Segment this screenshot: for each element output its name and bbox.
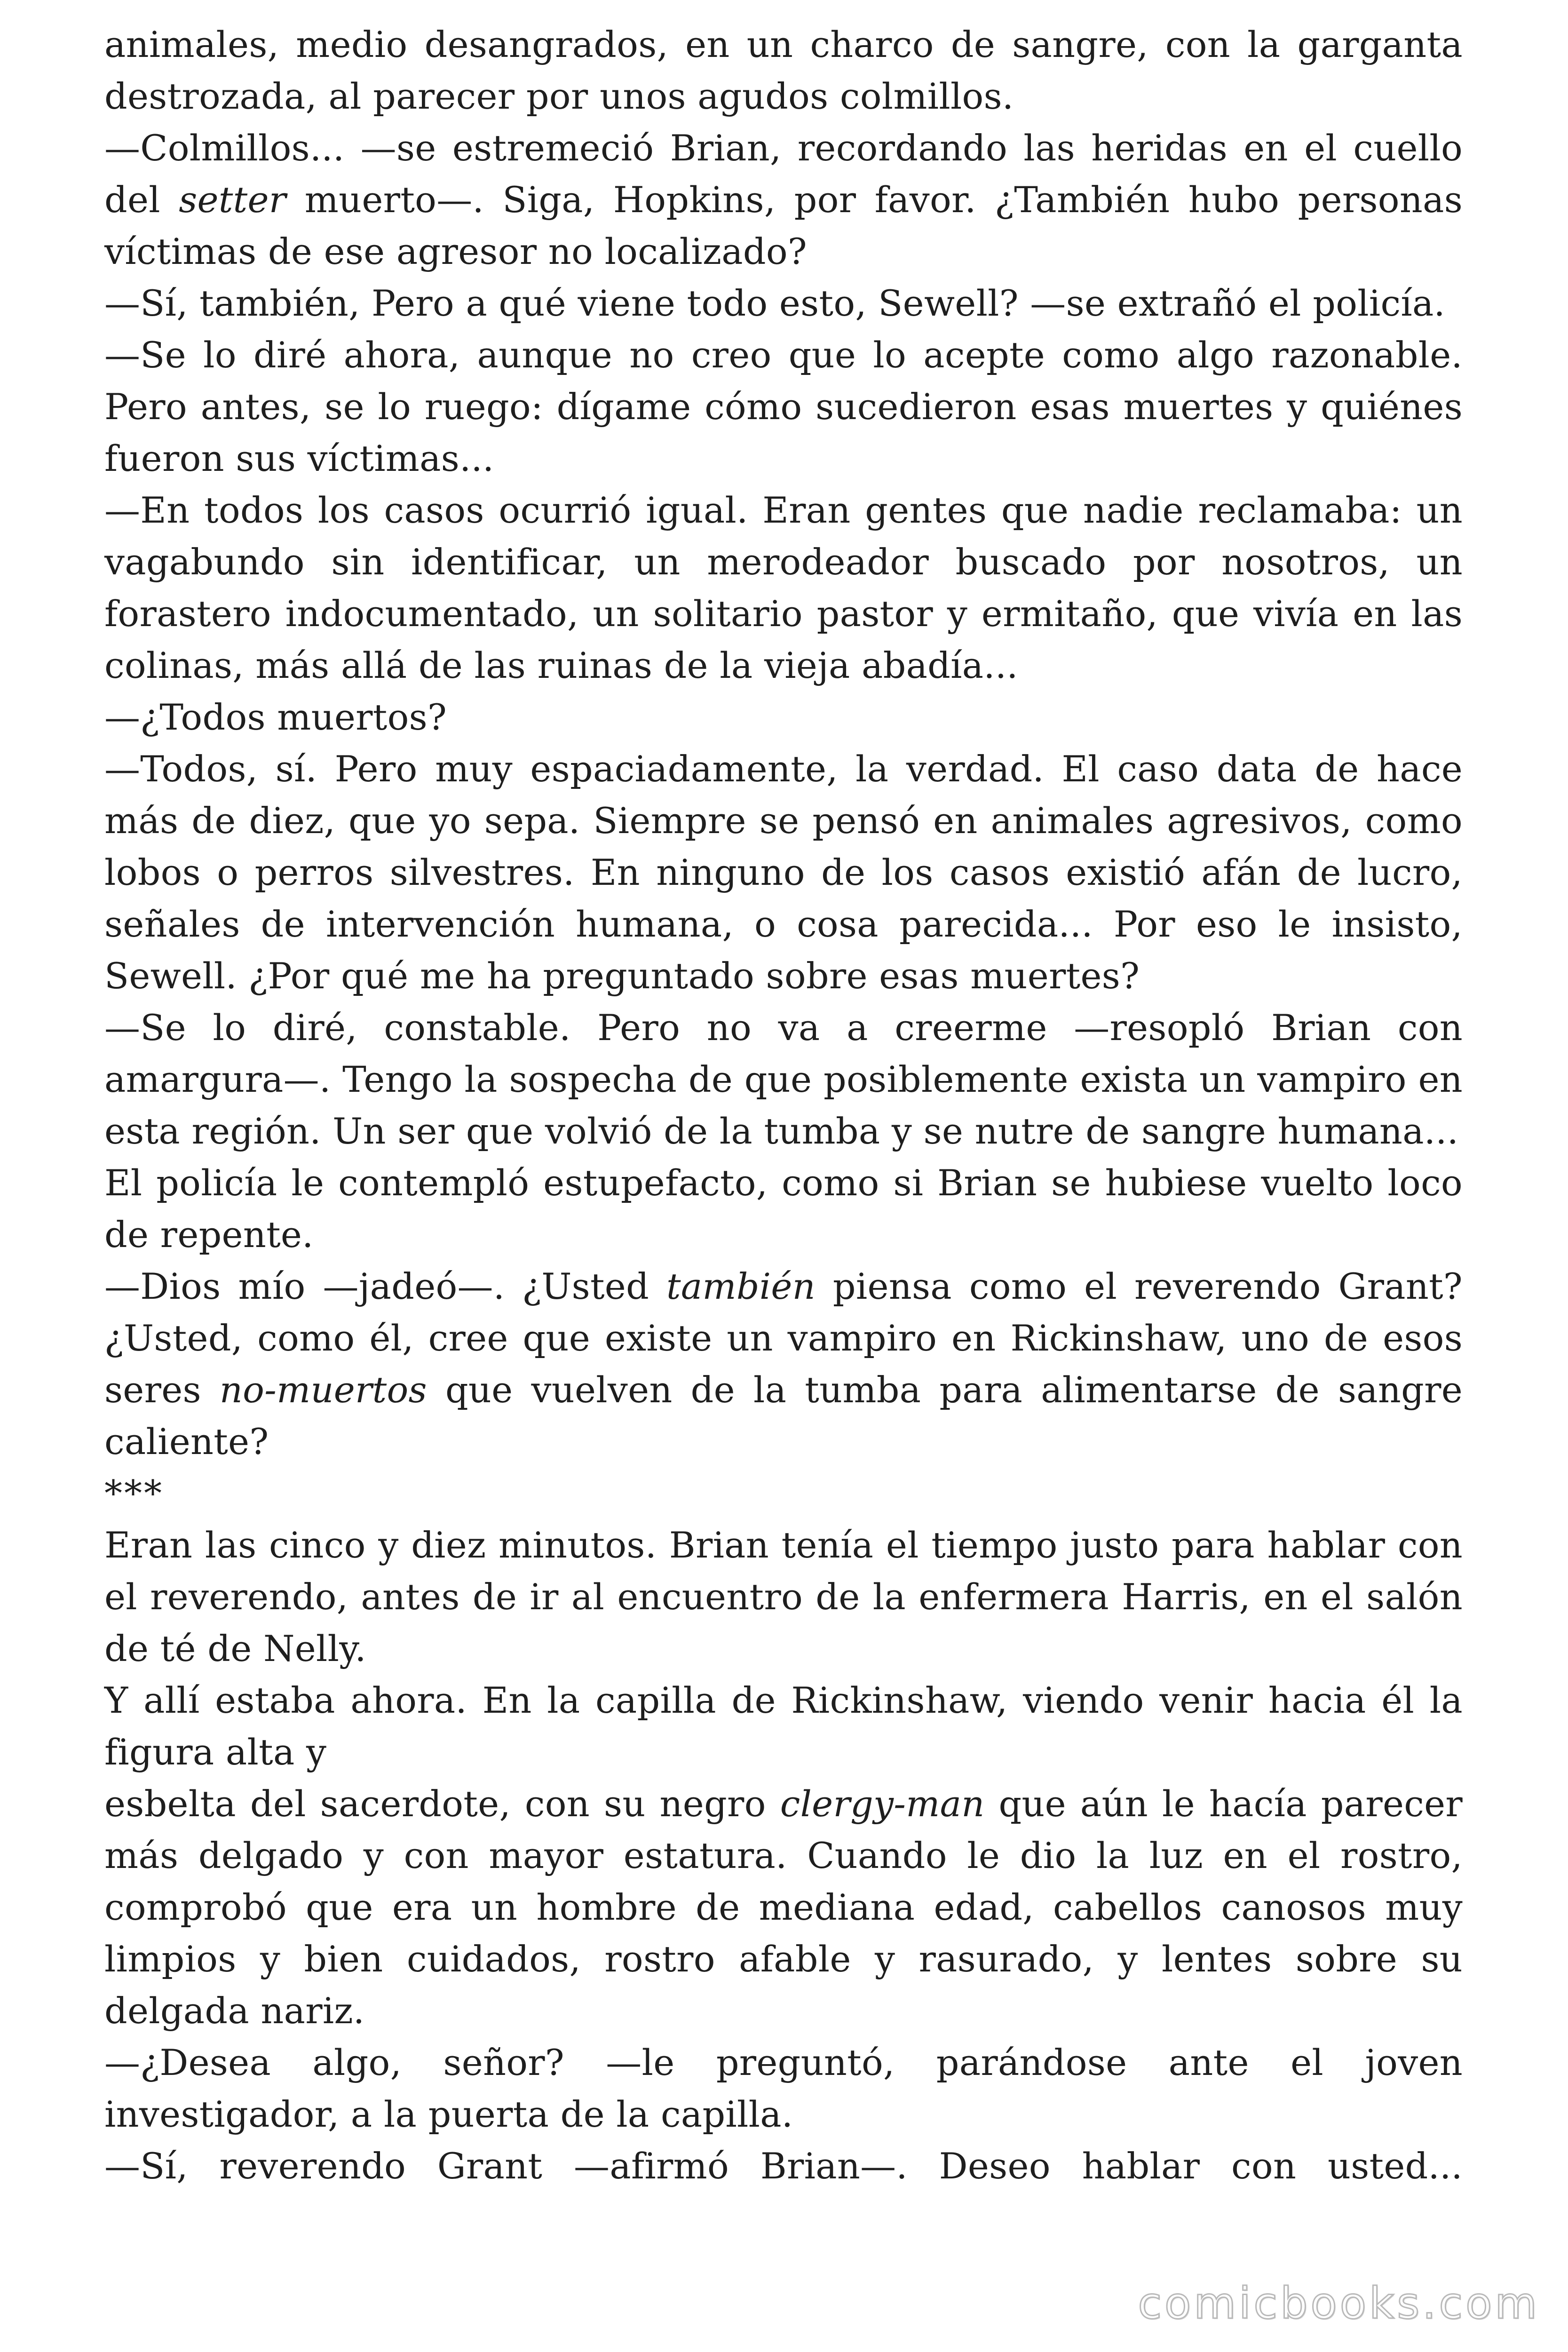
paragraph: —En todos los casos ocurrió igual. Eran gentes que nadie reclamaba: un vagabundo sin identificar, un merodeador buscado por nosotros, un forastero indocumentado, un solitario pastor y ermitaño, que vivía en las colinas, más allá de las ruinas de la vieja abadía... — [104, 489, 1463, 686]
paragraph: —¿Desea algo, señor? —le preguntó, parándose ante el joven investigador, a la puerta de la capilla. — [104, 2042, 1463, 2135]
paragraph: —Sí, también, Pero a qué viene todo esto, Sewell? —se extrañó el policía. — [104, 282, 1446, 324]
paragraph: —¿Todos muertos? — [104, 696, 447, 738]
italic-term: setter — [179, 179, 286, 221]
book-page — [104, 19, 1463, 2314]
paragraph: Y allí estaba ahora. En la capilla de Rickinshaw, viendo venir hacia él la figura alta y — [104, 1679, 1463, 1773]
paragraph: —Se lo diré, constable. Pero no va a creerme —resopló Brian con amargura—. Tengo la sospecha de que posiblemente exista un vampiro en esta región. Un ser que volvió de la tumba y se nutre de sangre humana... — [104, 1007, 1463, 1152]
italic-term: clergy-man — [780, 1783, 985, 1825]
paragraph: —Dios mío —jadeó—. ¿Usted también piensa como el reverendo Grant? ¿Usted, como él, cree que existe un vampiro en Rickinshaw, uno de esos seres no-muertos que vuelven de la tumba para alimentarse de sangre caliente? — [104, 1265, 1463, 1462]
italic-term: no-muertos — [219, 1369, 427, 1411]
paragraph: —Todos, sí. Pero muy espaciadamente, la verdad. El caso data de hace más de diez, que yo sepa. Siempre se pensó en animales agresivos, como lobos o perros silvestres. En ninguno de los casos existió afán de lucro, señales de intervención humana, o cosa parecida... Por eso le insisto, Sewell. ¿Por qué me ha preguntado sobre esas muertes? — [104, 748, 1463, 997]
paragraph: El policía le contempló estupefacto, como si Brian se hubiese vuelto loco de repente. — [104, 1162, 1463, 1255]
paragraph: animales, medio desangrados, en un charco de sangre, con la garganta destrozada, al parecer por unos agudos colmillos. — [104, 24, 1463, 117]
paragraph: —Se lo diré ahora, aunque no creo que lo acepte como algo razonable. Pero antes, se lo ruego: dígame cómo sucedieron esas muertes y quiénes fueron sus víctimas... — [104, 334, 1463, 479]
italic-term: también — [666, 1265, 816, 1307]
paragraph: —Sí, reverendo Grant —afirmó Brian—. Deseo hablar con usted... — [104, 2145, 1463, 2187]
scene-break: *** — [104, 1472, 164, 1514]
watermark: comicbooks.com — [1138, 2278, 1540, 2328]
paragraph: esbelta del sacerdote, con su negro clergy-man que aún le hacía parecer más delgado y con mayor estatura. Cuando le dio la luz en el rostro, comprobó que era un hombre de mediana edad, cabellos canosos muy limpios y bien cuidados, rostro afable y rasurado, y lentes sobre su delgada nariz. — [104, 1783, 1463, 2032]
paragraph: —Colmillos... —se estremeció Brian, recordando las heridas en el cuello del setter muerto—. Siga, Hopkins, por favor. ¿También hubo personas víctimas de ese agresor no localizado? — [104, 127, 1463, 272]
paragraph: Eran las cinco y diez minutos. Brian tenía el tiempo justo para hablar con el reverendo, antes de ir al encuentro de la enfermera Harris, en el salón de té de Nelly. — [104, 1524, 1463, 1669]
